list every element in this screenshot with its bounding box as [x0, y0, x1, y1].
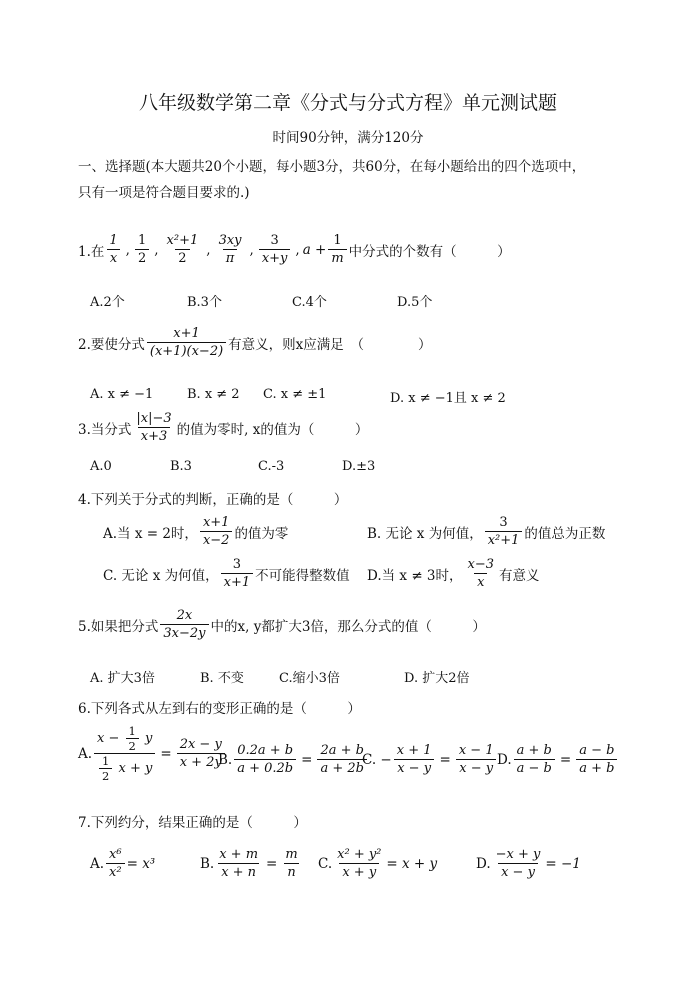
q1-expr-a: a +	[302, 241, 327, 258]
q1-frac-2: $\frac{1}{2}$	[135, 232, 149, 267]
section-line-1: 一、选择题(本大题共20个小题，每小题3分，共60分，在每小题给出的四个选项中，	[78, 159, 586, 175]
q7-c-den: x + y	[339, 863, 379, 881]
q2-option-c: C. x ≠ ±1	[263, 387, 327, 402]
q7-b-right-frac	[282, 846, 300, 881]
q1-option-a: A.2个	[90, 295, 125, 310]
q3-prefix: 3.当分式	[78, 421, 132, 438]
section-instructions	[78, 154, 585, 206]
q4-d-prefix: D.当 x ≠ 3时，	[367, 567, 463, 584]
q3-option-b: B.3	[170, 459, 192, 474]
q6-option-d: D. $\frac{a + b}{a - b}$ = $\frac{a - b}{a + b}$	[497, 742, 619, 777]
q4-c-num: 3	[232, 557, 242, 572]
q6-d-left-num: a + b	[516, 743, 552, 758]
q2-num: x+1	[173, 326, 200, 341]
q7-stem: 7.下列约分，结果正确的是（ ）	[78, 815, 307, 831]
q5-prefix: 5.如果把分式	[78, 618, 159, 635]
q4-option-a	[103, 514, 288, 549]
q6-a-left-den	[94, 753, 155, 783]
q7-option-a	[90, 846, 155, 881]
q6-c-left-den: x − y	[394, 759, 434, 777]
q6-c-left-num: x + 1	[396, 743, 432, 758]
q6-stem: 6.下列各式从左到右的变形正确的是（ ）	[78, 701, 361, 717]
q7-b-den: x + n	[218, 863, 259, 881]
q2-option-a: A. x ≠ −1	[90, 387, 154, 402]
q7-c-result: = x + y	[386, 855, 438, 872]
q7-d-label: D.	[476, 855, 491, 872]
q1-frac-4: $\frac{3xy}{\pi}$	[218, 233, 242, 266]
q5-den: 3x−2y	[160, 624, 208, 642]
q6-d-left-den: a − b	[514, 759, 555, 777]
q1-frac-6: $\frac{1}{m}$	[328, 232, 346, 267]
q1-frac-5: $\frac{3}{x+y}$	[259, 232, 291, 267]
q3-option-d: D.±3	[342, 459, 376, 474]
section-line-2: 只有一项是符合题目要求的.)	[78, 185, 250, 201]
q7-d-den: x − y	[498, 863, 538, 881]
q4-d-num: x−3	[467, 557, 495, 572]
q6-a-den-half: $\frac{1}{2}$	[99, 754, 112, 783]
q4-c-suffix: 不可能得整数值	[255, 567, 350, 584]
q6-d-right-frac	[576, 742, 617, 777]
question-2	[78, 325, 432, 360]
q2-den: (x+1)(x−2)	[147, 342, 226, 360]
q2-option-b: B. x ≠ 2	[187, 387, 240, 402]
q6-b-left-den: a + 0.2b	[234, 759, 296, 777]
q6-c-right-den: x − y	[456, 759, 496, 777]
q6-a-den-end: x + y	[118, 761, 153, 776]
q5-option-c: C.缩小3倍	[279, 671, 340, 686]
q6-option-a: A. x − $\frac{1}{2}$ y $\frac{1}{2}$ x + y = $\frac{2x - y}{x + 2y}$	[78, 724, 227, 783]
q6-c-right-num: x − 1	[458, 743, 494, 758]
q1-frac-3: $\frac{\text{x²+1}}{2}$	[166, 233, 199, 266]
q6-b-label: B.	[218, 751, 233, 768]
q1-suffix: 中分式的个数有（ ）	[348, 243, 511, 260]
q4-a-suffix: 的值为零	[234, 525, 289, 542]
question-5	[78, 607, 486, 642]
q3-suffix: 的值为零时, x的值为（ ）	[176, 421, 369, 438]
q5-option-b: B. 不变	[200, 671, 244, 686]
q6-c-left-frac	[394, 742, 435, 777]
q4-c-frac	[221, 556, 254, 591]
page-title: 八年级数学第二章《分式与分式方程》单元测试题	[138, 92, 557, 114]
q4-b-frac	[485, 514, 523, 549]
q1-option-d: D.5个	[397, 295, 433, 310]
q6-a-num-main: x −	[97, 731, 120, 746]
q5-frac	[160, 607, 208, 642]
q3-frac	[133, 410, 174, 445]
q6-d-label: D.	[497, 751, 512, 768]
q6-b-left-num: 0.2a + b	[237, 743, 294, 758]
q7-b-left-frac	[216, 846, 261, 881]
q4-d-suffix: 有意义	[499, 567, 540, 584]
q6-a-right-den: x + 2y	[177, 753, 225, 771]
q7-option-c	[318, 846, 437, 881]
q3-den: x+3	[138, 427, 171, 445]
q6-a-right-num: 2x − y	[179, 737, 222, 752]
q3-num: |x|−3	[136, 411, 172, 426]
q4-c-prefix: C. 无论 x 为何值，	[103, 567, 219, 584]
q5-option-d: D. 扩大2倍	[404, 671, 470, 686]
q5-suffix: 中的x, y都扩大3倍，那么分式的值（ ）	[210, 618, 486, 635]
q7-d-num: −x + y	[495, 847, 541, 862]
q6-b-right-den: a + 2b	[317, 759, 367, 777]
q1-frac-1: $\frac{1}{x}$	[106, 232, 120, 267]
q7-a-num: x⁶	[109, 847, 122, 862]
q2-suffix: 有意义，则x应满足 （ ）	[228, 336, 432, 353]
q4-d-frac	[465, 556, 498, 591]
q6-a-label: A.	[78, 745, 93, 762]
q2-frac	[147, 325, 226, 360]
q4-option-d	[367, 556, 540, 591]
q2-prefix: 2.要使分式	[78, 336, 145, 353]
q6-option-c: C. − $\frac{x + 1}{x - y}$ = $\frac{x - 1}{x - y}$	[362, 742, 499, 777]
question-3	[78, 410, 368, 445]
q1-prefix: 1.在	[78, 243, 105, 260]
q5-option-a: A. 扩大3倍	[90, 671, 155, 686]
q7-option-b: B. $\frac{x + m}{x + n}$ = $\frac{m}{n}$	[200, 846, 303, 881]
q7-b-label: B.	[200, 855, 215, 872]
q6-a-left-num	[94, 724, 155, 753]
q7-option-d	[476, 846, 581, 881]
q4-a-frac	[200, 514, 233, 549]
q2-option-d: D. x ≠ −1且 x ≠ 2	[390, 391, 506, 406]
q5-num: 2x	[176, 608, 193, 623]
q6-a-num-half: $\frac{1}{2}$	[126, 724, 139, 753]
page-subtitle: 时间90分钟，满分120分	[272, 130, 424, 146]
q3-option-a: A.0	[90, 459, 112, 474]
q7-a-result: = x³	[126, 855, 156, 872]
q4-b-num: 3	[499, 515, 508, 530]
q4-c-den: x+1	[221, 573, 254, 591]
q4-d-den: x	[474, 573, 487, 591]
q6-c-right-frac	[456, 742, 497, 777]
q4-stem: 4.下列关于分式的判断，正确的是（ ）	[78, 492, 348, 508]
q7-a-label: A.	[90, 855, 105, 872]
q4-option-b	[367, 514, 605, 549]
q7-d-frac	[493, 846, 544, 881]
q3-option-c: C.-3	[258, 459, 285, 474]
q6-b-right-frac	[317, 742, 367, 777]
q7-c-frac	[334, 846, 384, 881]
q6-d-left-frac	[514, 742, 555, 777]
q1-option-b: B.3个	[187, 295, 222, 310]
q6-option-b: B. $\frac{0.2a + b}{a + 0.2b}$ = $\frac{2a + b}{a + 2b}$	[218, 742, 369, 777]
q6-d-right-den: a + b	[576, 759, 617, 777]
question-1: 1.在 $\frac{1}{x}$ , $\frac{1}{2}$ , $\frac{\text{x²+1}}{2}$ , $\frac{3xy}{\pi}$ , $\frac{3}{x+y}$ , a + $\frac{1}{m}$ 中分式的个数有（ ）	[78, 233, 511, 266]
q1-option-c: C.4个	[292, 295, 327, 310]
q7-c-label: C.	[318, 855, 333, 872]
q4-option-c	[103, 556, 350, 591]
q4-b-suffix: 的值总为正数	[524, 525, 606, 542]
q7-c-num: x² + y²	[337, 847, 382, 862]
q4-a-prefix: A.当 x = 2时，	[103, 525, 198, 542]
q7-a-den: x²	[106, 863, 125, 881]
q4-b-den: x²+1	[485, 531, 523, 549]
q4-a-den: x−2	[200, 531, 233, 549]
q7-a-frac	[106, 846, 125, 881]
q7-b-num: x + m	[219, 847, 259, 862]
q6-d-right-num: a − b	[579, 743, 615, 758]
q6-a-left-frac	[94, 724, 155, 783]
q7-b-right-den: n	[284, 863, 298, 881]
q6-c-label: C. −	[362, 751, 392, 768]
q6-b-right-num: 2a + b	[320, 743, 364, 758]
q6-b-left-frac	[234, 742, 296, 777]
q7-d-result: = −1	[545, 855, 581, 872]
q4-b-prefix: B. 无论 x 为何值，	[367, 525, 483, 542]
q4-a-num: x+1	[202, 515, 230, 530]
q7-b-right-num: m	[285, 847, 298, 862]
q6-a-num-end: y	[145, 731, 153, 746]
